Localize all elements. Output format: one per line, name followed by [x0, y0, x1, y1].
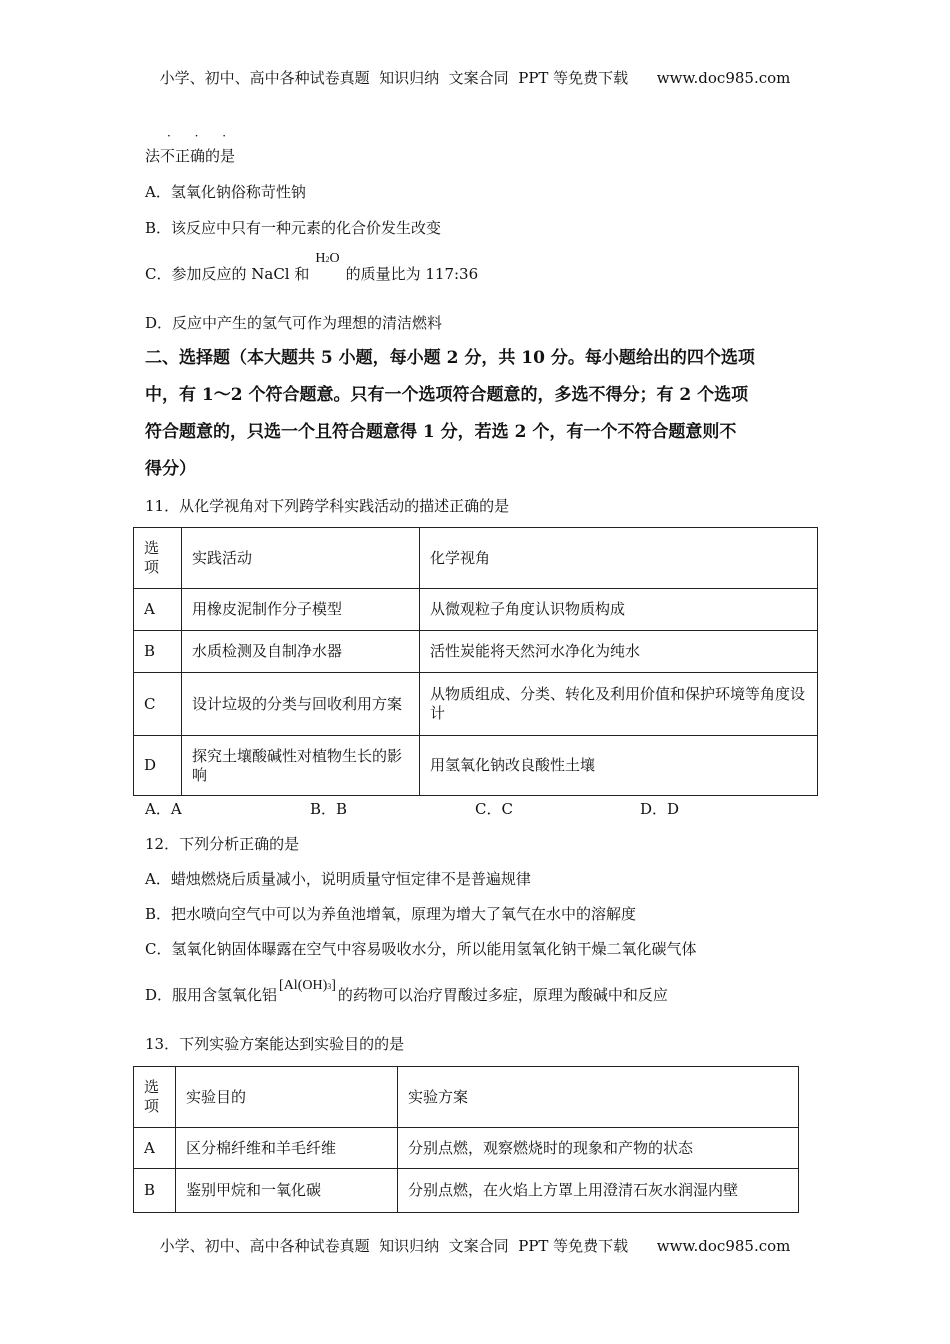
table-row: [134, 1128, 799, 1169]
header-cell: 实践活动: [182, 528, 420, 589]
cell: A: [134, 1128, 176, 1169]
q11-stem: 11．从化学视角对下列跨学科实践活动的描述正确的是: [145, 497, 510, 515]
section-heading-line: 二、选择题（本大题共 5 小题，每小题 2 分，共 10 分。每小题给出的四个选项: [145, 348, 755, 368]
cell: 从物质组成、分类、转化及利用价值和保护环境等角度设计: [420, 673, 818, 736]
option-c-prefix: C．参加反应的 NaCl 和: [145, 265, 310, 283]
header-cell: 实验目的: [176, 1067, 398, 1128]
cell: 用氢氧化钠改良酸性土壤: [420, 736, 818, 796]
cell: 从微观粒子角度认识物质构成: [420, 589, 818, 631]
cell: 用橡皮泥制作分子模型: [182, 589, 420, 631]
q13-table: [133, 1066, 799, 1213]
q11-option-b: B．B: [310, 800, 348, 818]
section-heading-line: 符合题意的，只选一个且符合题意得 1 分，若选 2 个，有一个不符合题意则不: [145, 422, 737, 442]
cell: 鉴别甲烷和一氧化碳: [176, 1169, 398, 1213]
q12-option-b: B．把水喷向空气中可以为养鱼池增氧，原理为增大了氧气在水中的溶解度: [145, 905, 637, 923]
table-row: [134, 673, 818, 736]
header-cell: 实验方案: [398, 1067, 799, 1128]
q13-stem: 13．下列实验方案能达到实验目的的是: [145, 1035, 405, 1053]
q12-option-a: A．蜡烛燃烧后质量减小，说明质量守恒定律不是普遍规律: [145, 870, 531, 888]
header-cell: 选项: [134, 1067, 176, 1128]
cell: 区分棉纤维和羊毛纤维: [176, 1128, 398, 1169]
page-footer: 小学、初中、高中各种试卷真题 知识归纳 文案合同 PPT 等免费下载 www.doc985.com: [159, 1237, 791, 1255]
cell: D: [134, 736, 182, 796]
q12-stem: 12．下列分析正确的是: [145, 835, 300, 853]
table-row: [134, 589, 818, 631]
h2o-formula: H2O: [315, 251, 340, 266]
q12-option-c: C．氢氧化钠固体曝露在空气中容易吸收水分，所以能用氢氧化钠干燥二氧化碳气体: [145, 940, 697, 958]
q10-option-d: D．反应中产生的氢气可作为理想的清洁燃料: [145, 314, 443, 332]
header-cell: 化学视角: [420, 528, 818, 589]
emphasis-dots: · · ·: [167, 129, 237, 143]
q10-option-c: [145, 251, 479, 284]
cell: 分别点燃，观察燃烧时的现象和产物的状态: [398, 1128, 799, 1169]
q11-option-a: A．A: [145, 800, 182, 818]
cell: 活性炭能将天然河水净化为纯水: [420, 631, 818, 673]
table-header-row: [134, 528, 818, 589]
section-heading-line: 得分）: [145, 459, 196, 479]
table-row: [134, 631, 818, 673]
option-d-prefix: D．服用含氢氧化铝: [145, 986, 278, 1004]
cell: 分别点燃，在火焰上方罩上用澄清石灰水润湿内壁: [398, 1169, 799, 1213]
q10-option-a: A．氢氧化钠俗称苛性钠: [145, 183, 306, 201]
header-cell: 选项: [134, 528, 182, 589]
table-row: [134, 1169, 799, 1213]
q11-option-d: D．D: [640, 800, 680, 818]
cell: A: [134, 589, 182, 631]
option-c-suffix: 的质量比为 117:36: [345, 265, 479, 283]
q11-option-c: C．C: [475, 800, 513, 818]
page-header: 小学、初中、高中各种试卷真题 知识归纳 文案合同 PPT 等免费下载 www.doc985.com: [159, 69, 791, 87]
table-header-row: [134, 1067, 799, 1128]
q10-stem-end: 法不正确的是: [145, 147, 236, 165]
table-row: [134, 736, 818, 796]
aloh3-formula: [Al(OH)3]: [279, 978, 336, 993]
cell: 水质检测及自制净水器: [182, 631, 420, 673]
q10-option-b: B．该反应中只有一种元素的化合价发生改变: [145, 219, 442, 237]
cell: 设计垃圾的分类与回收利用方案: [182, 673, 420, 736]
cell: B: [134, 1169, 176, 1213]
cell: 探究土壤酸碱性对植物生长的影响: [182, 736, 420, 796]
q12-option-d: [145, 978, 668, 1005]
cell: B: [134, 631, 182, 673]
q11-table: [133, 527, 818, 796]
option-d-suffix: 的药物可以治疗胃酸过多症，原理为酸碱中和反应: [337, 986, 668, 1004]
cell: C: [134, 673, 182, 736]
section-heading-line: 中，有 1～2 个符合题意。只有一个选项符合题意的，多选不得分；有 2 个选项: [145, 385, 749, 405]
